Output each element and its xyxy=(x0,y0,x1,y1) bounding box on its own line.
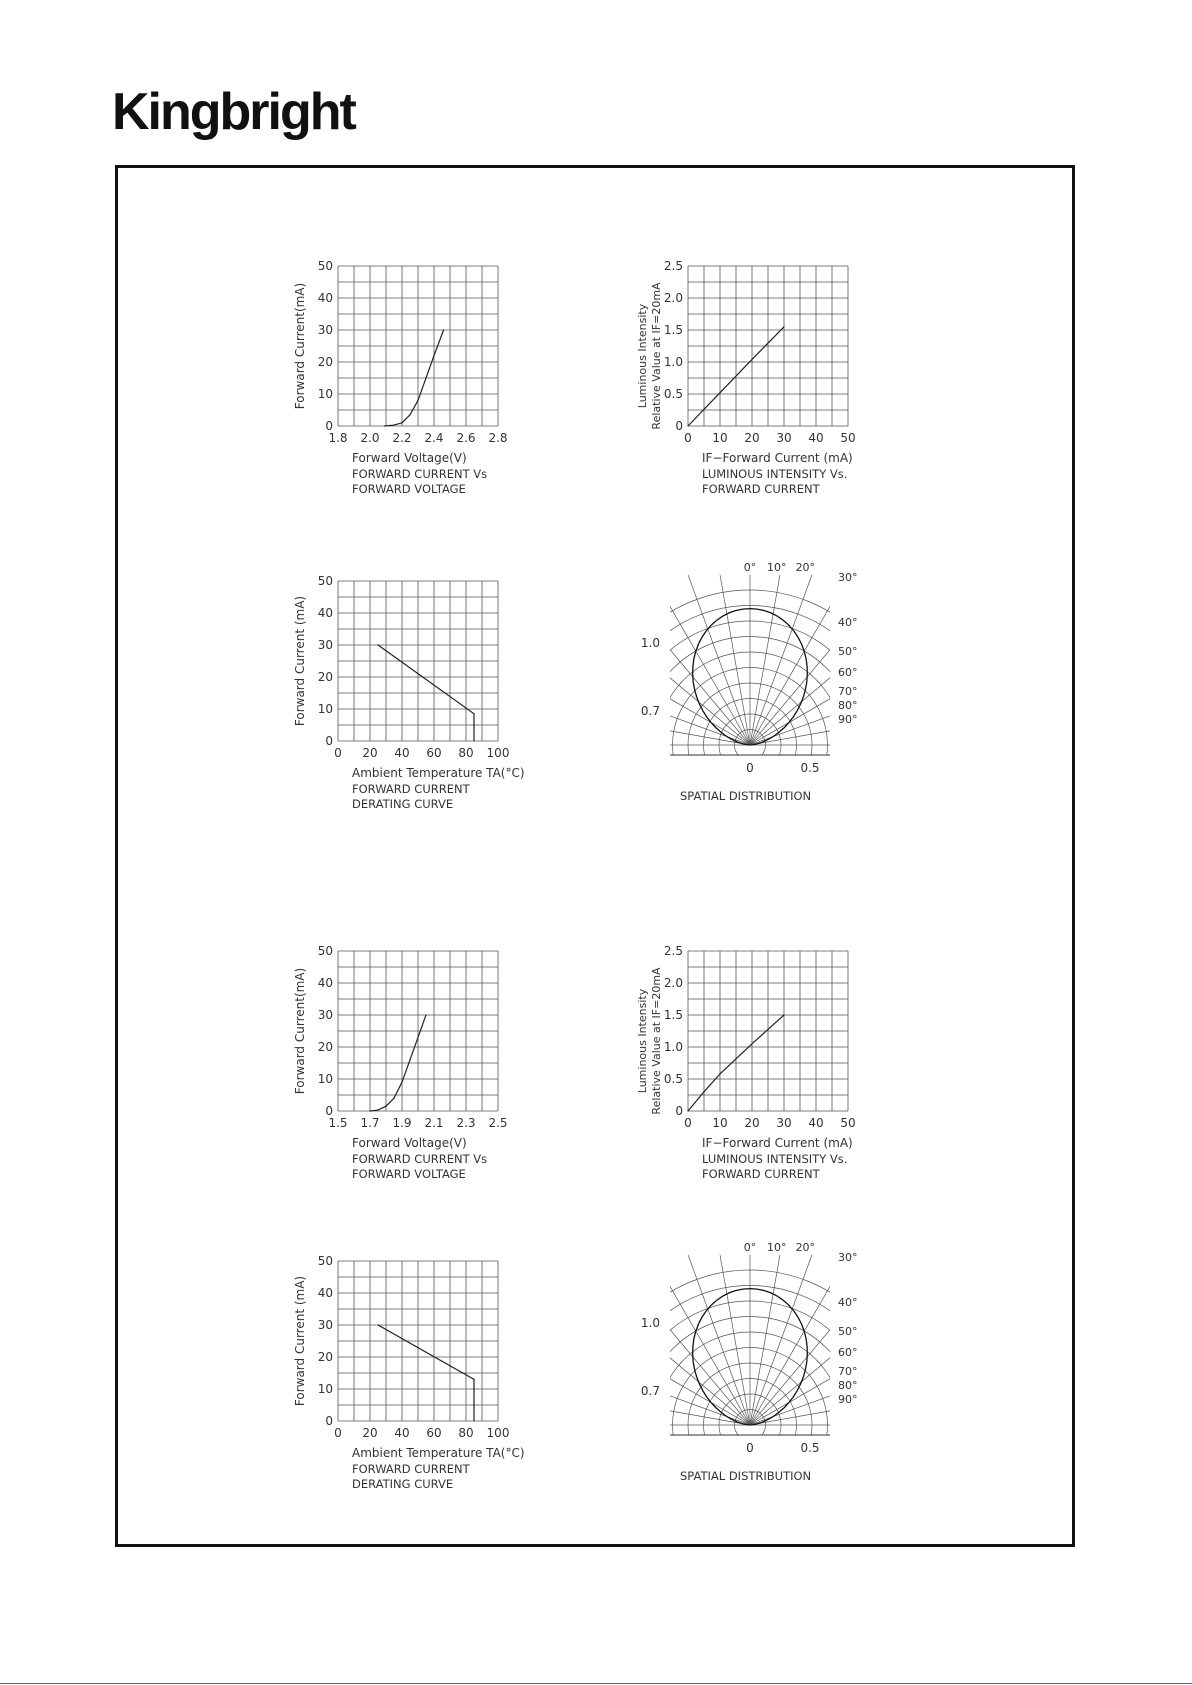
y-axis-label: Forward Current(mA) xyxy=(293,282,307,410)
y-tick-label: 40 xyxy=(317,606,333,620)
data-point xyxy=(473,713,474,714)
y-tick-label: 30 xyxy=(317,1008,333,1022)
x-tick-label: 2.3 xyxy=(456,1116,476,1130)
chart-caption: FORWARD VOLTAGE xyxy=(352,1167,466,1181)
x-tick-label: 0.5 xyxy=(800,761,820,775)
x-tick-label: 1.8 xyxy=(328,431,348,445)
y-tick-label: 0 xyxy=(325,734,333,748)
y-tick-label: 0 xyxy=(325,1104,333,1118)
data-point xyxy=(409,1059,410,1060)
y-tick-label: 10 xyxy=(317,1382,333,1396)
data-point xyxy=(751,359,752,360)
x-tick-label: 80 xyxy=(458,1426,474,1440)
data-point xyxy=(473,1379,474,1380)
forward-current-vs-voltage-chart-2 xyxy=(290,945,580,1205)
angle-label: 10° xyxy=(767,1241,787,1254)
x-tick-label: 20 xyxy=(362,746,378,760)
y-axis-label: Forward Current(mA) xyxy=(293,967,307,1095)
polar-spoke xyxy=(750,1286,916,1425)
x-tick-label: 80 xyxy=(458,746,474,760)
y-tick-label: 50 xyxy=(317,259,333,273)
x-tick-label: 50 xyxy=(840,1116,856,1130)
x-tick-label: 100 xyxy=(486,1426,510,1440)
y-tick-label: 0 xyxy=(325,1414,333,1428)
x-tick-label: 0 xyxy=(334,1426,342,1440)
angle-label: 60° xyxy=(838,666,858,679)
x-tick-label: 20 xyxy=(744,431,760,445)
x-tick-label: 20 xyxy=(362,1426,378,1440)
spatial-distribution-chart-2 xyxy=(640,1241,930,1495)
x-tick-label: 40 xyxy=(394,1426,410,1440)
chart-caption: FORWARD CURRENT xyxy=(702,482,820,496)
derating-curve-chart-2 xyxy=(290,1255,580,1515)
y-tick-label: 10 xyxy=(317,1072,333,1086)
y-tick-label: 0 xyxy=(675,1104,683,1118)
polar-spoke xyxy=(750,1259,889,1425)
radial-label: 1.0 xyxy=(640,1316,660,1330)
y-tick-label: 1.0 xyxy=(663,1040,683,1054)
chart-caption: DERATING CURVE xyxy=(352,1477,454,1491)
radial-label: 0.7 xyxy=(640,704,660,718)
angle-label: 50° xyxy=(838,645,858,658)
chart-caption: FORWARD CURRENT xyxy=(352,1462,470,1476)
angle-label: 0° xyxy=(743,561,757,574)
angle-label: 30° xyxy=(838,1251,858,1264)
radial-label: 1.0 xyxy=(640,636,660,650)
y-tick-label: 0 xyxy=(675,419,683,433)
y-tick-label: 1.0 xyxy=(663,355,683,369)
angle-label: 30° xyxy=(838,571,858,584)
x-tick-label: 30 xyxy=(776,1116,792,1130)
y-tick-label: 2.5 xyxy=(663,259,683,273)
data-point xyxy=(417,400,418,401)
x-tick-label: 10 xyxy=(712,431,728,445)
y-axis-label: Forward Current (mA) xyxy=(293,595,307,727)
x-tick-label: 30 xyxy=(776,431,792,445)
y-tick-label: 20 xyxy=(317,355,333,369)
x-tick-label: 20 xyxy=(744,1116,760,1130)
x-axis-label: Ambient Temperature TA(°C) xyxy=(352,1446,525,1460)
footer-rule xyxy=(0,1683,1192,1684)
angle-label: 20° xyxy=(795,1241,816,1254)
x-tick-label: 60 xyxy=(426,1426,442,1440)
data-point xyxy=(687,1110,688,1111)
angle-label: 80° xyxy=(838,699,858,712)
y-tick-label: 1.5 xyxy=(663,323,683,337)
angle-label: 40° xyxy=(838,1296,858,1309)
x-tick-label: 1.5 xyxy=(328,1116,348,1130)
radial-label: 0.7 xyxy=(640,1384,660,1398)
x-axis-label: IF−Forward Current (mA) xyxy=(702,451,853,465)
angle-label: 90° xyxy=(838,1393,858,1406)
y-tick-label: 20 xyxy=(317,1350,333,1364)
chart-caption: FORWARD CURRENT xyxy=(702,1167,820,1181)
angle-label: 20° xyxy=(795,561,816,574)
x-tick-label: 1.7 xyxy=(360,1116,380,1130)
x-tick-label: 2.1 xyxy=(424,1116,444,1130)
derating-curve-chart-1 xyxy=(290,575,580,835)
y-tick-label: 10 xyxy=(317,702,333,716)
x-tick-label: 40 xyxy=(394,746,410,760)
x-axis-label: Ambient Temperature TA(°C) xyxy=(352,766,525,780)
y-tick-label: 0 xyxy=(325,419,333,433)
y-axis-label: Relative Value at IF=20mA xyxy=(650,282,663,430)
angle-label: 50° xyxy=(838,1325,858,1338)
angle-label: 90° xyxy=(838,713,858,726)
x-tick-label: 2.8 xyxy=(488,431,508,445)
y-tick-label: 40 xyxy=(317,1286,333,1300)
data-point xyxy=(385,1106,386,1107)
y-tick-label: 30 xyxy=(317,638,333,652)
data-point xyxy=(425,377,426,378)
y-tick-label: 50 xyxy=(317,574,333,588)
luminous-intensity-vs-current-chart-2 xyxy=(636,944,930,1205)
chart-caption: SPATIAL DISTRIBUTION xyxy=(680,1469,812,1483)
angle-label: 0° xyxy=(743,1241,757,1254)
x-tick-label: 100 xyxy=(486,746,510,760)
x-tick-label: 2.0 xyxy=(360,431,380,445)
data-point xyxy=(417,1037,418,1038)
y-tick-label: 40 xyxy=(317,976,333,990)
polar-spoke xyxy=(750,606,916,745)
y-tick-label: 2.0 xyxy=(663,976,683,990)
data-point xyxy=(393,424,394,425)
y-tick-label: 2.0 xyxy=(663,291,683,305)
data-point xyxy=(401,1082,402,1083)
data-point xyxy=(687,425,688,426)
x-tick-label: 40 xyxy=(808,1116,824,1130)
x-tick-label: 60 xyxy=(426,746,442,760)
x-tick-label: 0 xyxy=(334,746,342,760)
angle-label: 80° xyxy=(838,1379,858,1392)
x-tick-label: 0 xyxy=(684,431,692,445)
chart-caption: LUMINOUS INTENSITY Vs. xyxy=(702,467,848,481)
y-tick-label: 30 xyxy=(317,1318,333,1332)
x-tick-label: 40 xyxy=(808,431,824,445)
polar-spoke xyxy=(750,579,889,745)
chart-caption: FORWARD CURRENT Vs xyxy=(352,1152,488,1166)
y-tick-label: 0.5 xyxy=(663,1072,683,1086)
y-axis-label: Luminous Intensity xyxy=(636,988,649,1094)
data-point xyxy=(473,1420,474,1421)
forward-current-vs-voltage-chart-1 xyxy=(290,260,580,530)
data-point xyxy=(401,422,402,423)
x-tick-label: 2.5 xyxy=(488,1116,508,1130)
data-point xyxy=(783,326,784,327)
y-tick-label: 20 xyxy=(317,1040,333,1054)
x-tick-label: 2.6 xyxy=(456,431,476,445)
x-tick-label: 1.9 xyxy=(392,1116,412,1130)
data-point xyxy=(384,425,385,426)
data-point xyxy=(425,1014,426,1015)
x-tick-label: 50 xyxy=(840,431,856,445)
x-tick-label: 0 xyxy=(684,1116,692,1130)
x-tick-label: 0 xyxy=(746,1441,754,1455)
x-tick-label: 0.5 xyxy=(800,1441,820,1455)
chart-caption: FORWARD CURRENT xyxy=(352,782,470,796)
data-point xyxy=(433,355,434,356)
luminous-intensity-vs-current-chart-1 xyxy=(636,259,930,530)
y-tick-label: 10 xyxy=(317,387,333,401)
data-point xyxy=(751,1043,752,1044)
x-tick-label: 2.4 xyxy=(424,431,444,445)
chart-caption: FORWARD VOLTAGE xyxy=(352,482,466,496)
y-tick-label: 2.5 xyxy=(663,944,683,958)
y-tick-label: 50 xyxy=(317,944,333,958)
data-point xyxy=(377,644,378,645)
x-axis-label: IF−Forward Current (mA) xyxy=(702,1136,853,1150)
y-tick-label: 40 xyxy=(317,291,333,305)
y-tick-label: 30 xyxy=(317,323,333,337)
y-tick-label: 1.5 xyxy=(663,1008,683,1022)
data-point xyxy=(377,1109,378,1110)
y-axis-label: Luminous Intensity xyxy=(636,303,649,409)
angle-label: 70° xyxy=(838,685,858,698)
x-tick-label: 0 xyxy=(746,761,754,775)
chart-caption: FORWARD CURRENT Vs xyxy=(352,467,488,481)
data-point xyxy=(393,1098,394,1099)
angle-label: 40° xyxy=(838,616,858,629)
data-point xyxy=(473,740,474,741)
data-point xyxy=(783,1014,784,1015)
kingbright-logo: Kingbright xyxy=(112,83,355,141)
data-point xyxy=(377,1324,378,1325)
x-tick-label: 10 xyxy=(712,1116,728,1130)
data-point xyxy=(369,1110,370,1111)
chart-caption: SPATIAL DISTRIBUTION xyxy=(680,789,812,803)
angle-label: 70° xyxy=(838,1365,858,1378)
chart-frame xyxy=(115,165,1075,1547)
angle-label: 60° xyxy=(838,1346,858,1359)
y-tick-label: 0.5 xyxy=(663,387,683,401)
data-point xyxy=(443,329,444,330)
x-tick-label: 2.2 xyxy=(392,431,412,445)
y-tick-label: 20 xyxy=(317,670,333,684)
x-axis-label: Forward Voltage(V) xyxy=(352,1136,467,1150)
y-tick-label: 50 xyxy=(317,1254,333,1268)
data-point xyxy=(409,414,410,415)
y-axis-label: Relative Value at IF=20mA xyxy=(650,967,663,1115)
spatial-distribution-chart-1 xyxy=(640,561,930,815)
chart-caption: LUMINOUS INTENSITY Vs. xyxy=(702,1152,848,1166)
chart-caption: DERATING CURVE xyxy=(352,797,454,811)
data-point xyxy=(703,1091,704,1092)
data-point xyxy=(719,392,720,393)
x-axis-label: Forward Voltage(V) xyxy=(352,451,467,465)
data-point xyxy=(719,1073,720,1074)
y-axis-label: Forward Current (mA) xyxy=(293,1275,307,1407)
angle-label: 10° xyxy=(767,561,787,574)
